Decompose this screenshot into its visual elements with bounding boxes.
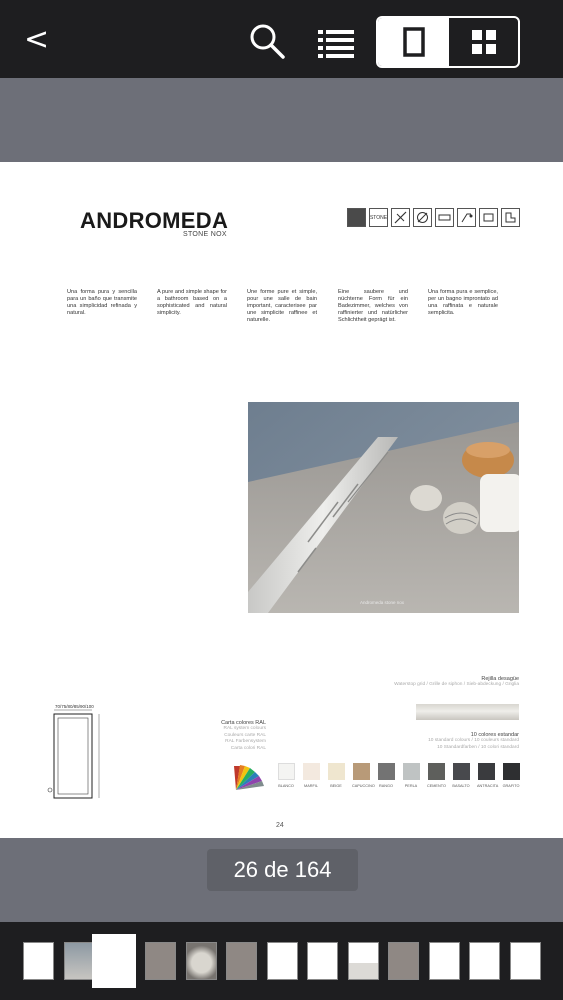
swatch-color [428,763,445,780]
thumbnail[interactable] [348,942,379,980]
product-subtitle: STONE NOX [183,231,227,238]
swatch-label: BEIGE [330,784,342,788]
swatch-label: CEMENTO [427,784,446,788]
install-icon [501,208,520,227]
cut-icon [391,208,410,227]
swatch-label: GRAFITO [502,784,520,788]
stone-icon: STONE [369,208,388,227]
top-toolbar [0,0,563,78]
feature-icons [347,208,520,227]
description-fr: Une forme pure et simple, pour une salle de bain important, caracterisee par une simplicite raffinee et naturelle. [247,289,317,323]
shower-icon [457,208,476,227]
search-icon [248,22,286,60]
size-label: 70/75/80/85/90/100 [55,704,94,709]
ral-line: RAL Farbensystem [225,739,266,744]
color-swatches [277,763,520,788]
product-title: ANDROMEDA [80,208,229,233]
technical-drawing [44,704,114,806]
grate-block [390,676,519,687]
color-swatch [327,763,345,788]
colors-line: 10 standard colours / 10 couleurs standard [428,738,519,743]
swatch-color [503,763,520,780]
swatch-color [328,763,345,780]
color-fan-icon [230,762,268,792]
page-counter: 26 de 164 [207,849,358,891]
catalog-page[interactable] [0,162,563,838]
swatch-label: ANTRACITA [477,784,499,788]
thumbnail[interactable] [388,942,419,980]
description-it: Una forma pura e semplice, per un bagno improntato ad una raffinata e naturale semplicita. [428,289,498,316]
thumbnail[interactable] [145,942,176,980]
swatch-label: PERLA [404,784,418,788]
swatch-color [403,763,420,780]
colors-title: 10 colores estandar [470,732,519,738]
thumbnail[interactable] [469,942,500,980]
size-icon [479,208,498,227]
color-swatch [427,763,445,788]
thumbnail[interactable] [64,942,95,980]
feature-icon-color [347,208,366,227]
color-swatch [377,763,395,788]
grid-view-button[interactable] [449,18,518,66]
search-button[interactable] [248,22,286,60]
thumbnail[interactable] [429,942,460,980]
color-swatch [352,763,375,788]
thumbnail[interactable] [510,942,541,980]
contents-button[interactable] [316,26,356,60]
page-number: 24 [276,822,284,829]
back-button[interactable] [24,22,54,58]
thumbnail[interactable] [226,942,257,980]
single-page-icon [403,27,425,57]
ral-line: RAL system colours [223,726,266,731]
colors-line: 10 Standardfarben / 10 colori standard [437,744,519,750]
thumbnail[interactable] [23,942,54,980]
color-swatch [277,763,295,788]
ral-line: Carta colori RAL [230,745,266,751]
standard-colors-block [380,732,519,751]
thumbnail-current[interactable] [92,934,136,988]
thumbnail[interactable] [267,942,298,980]
color-swatch [452,763,470,788]
view-mode-toggle [376,16,520,68]
grate-image [416,704,519,720]
ral-line: Couleurs carte RAL [224,732,266,738]
swatch-color [353,763,370,780]
color-swatch [402,763,420,788]
swatch-label: BLANCO [278,784,294,788]
description-es: Una forma pura y sencilla para un baño que transmite una simplicidad refinada y natural. [67,289,137,316]
swatch-color [303,763,320,780]
list-icon [316,26,356,60]
grate-subtitle: Waterstop grid / Grille de siphon / Sieb-abdeckung / Griglia [394,682,519,687]
swatch-label: MARFIL [304,784,318,788]
swatch-color [378,763,395,780]
thumbnail[interactable] [307,942,338,980]
swatch-label: BASALTO [452,784,470,788]
description-en: A pure and simple shape for a bathroom based on a sophisticated and natural simplicity. [157,289,227,316]
swatch-label: RANGO [379,784,393,788]
chevron-left-icon: < [24,22,50,57]
grid-icon [471,29,497,55]
color-swatch [502,763,520,788]
color-swatch [477,763,499,788]
swatch-color [453,763,470,780]
thumbnail-strip [0,922,563,1000]
description-de: Eine saubere und nüchterne Form für ein Badezimmer, welches von raffinierter und natürlicher Schlichtheit geprägt ist. [338,289,408,323]
swatch-color [278,763,295,780]
thumbnail[interactable] [186,942,217,980]
product-photo [248,402,519,613]
ral-colors-block [200,720,266,752]
grate-title: Rejilla desagüe [481,676,519,682]
tray-icon [435,208,454,227]
photo-caption: Andromeda stone nox [360,600,405,605]
swatch-color [478,763,495,780]
color-swatch [302,763,320,788]
antislip-icon [413,208,432,227]
ral-title: Carta colores RAL [221,720,266,726]
swatch-label: CAPUCCINO [352,784,375,788]
single-page-view-button[interactable] [378,18,449,66]
